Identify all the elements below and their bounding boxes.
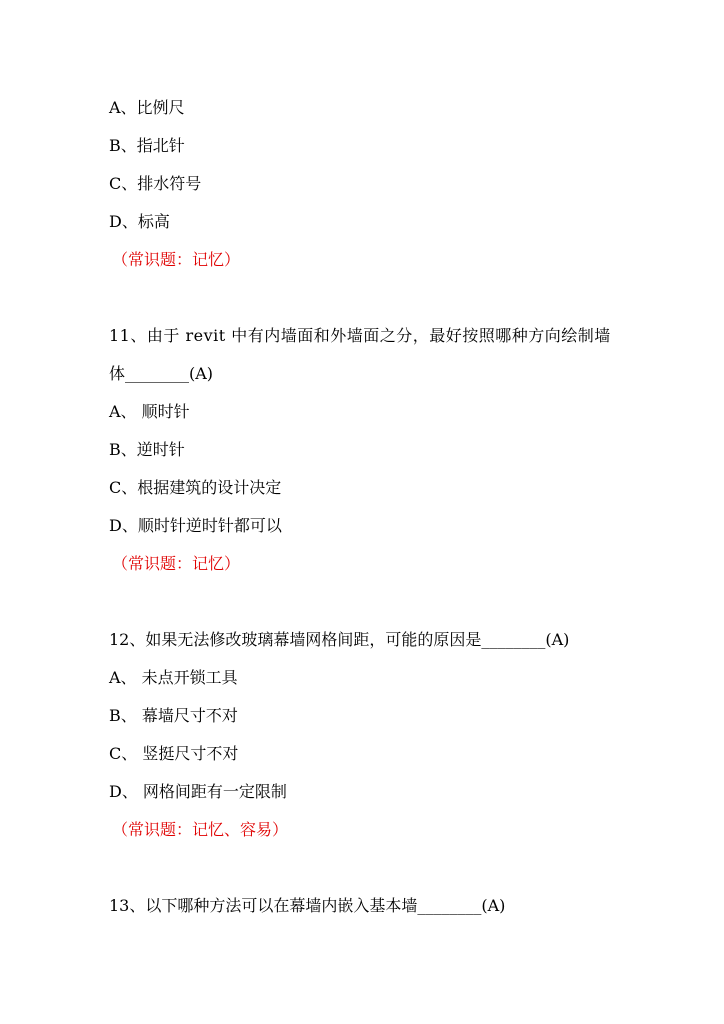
q12-note: （常识题：记忆、容易） xyxy=(112,820,289,839)
q11-option-c: C、根据建筑的设计决定 xyxy=(109,478,282,497)
option-b: B、指北针 xyxy=(109,136,185,155)
question-13-text: 13、以下哪种方法可以在幕墙内嵌入基本墙________(A) xyxy=(109,896,506,915)
q12-option-b: B、 幕墙尺寸不对 xyxy=(109,706,238,725)
question-11-text-continued: 体________(A) xyxy=(109,364,214,383)
option-d: D、标高 xyxy=(109,212,170,231)
q11-option-b: B、逆时针 xyxy=(109,440,185,459)
q11-note: （常识题：记忆） xyxy=(112,554,241,573)
question-11-text: 11、由于 revit 中有内墙面和外墙面之分，最好按照哪种方向绘制墙 xyxy=(109,326,611,345)
option-c: C、排水符号 xyxy=(109,174,202,193)
q11-option-d: D、顺时针逆时针都可以 xyxy=(109,516,282,535)
q12-option-c: C、 竖挺尺寸不对 xyxy=(109,744,239,763)
question-12-text: 12、如果无法修改玻璃幕墙网格间距，可能的原因是________(A) xyxy=(109,630,570,649)
q11-option-a: A、 顺时针 xyxy=(109,402,190,421)
question-note: （常识题：记忆） xyxy=(112,250,241,269)
q12-option-d: D、 网格间距有一定限制 xyxy=(109,782,287,801)
q12-option-a: A、 未点开锁工具 xyxy=(109,668,238,687)
option-a: A、比例尺 xyxy=(109,98,185,117)
